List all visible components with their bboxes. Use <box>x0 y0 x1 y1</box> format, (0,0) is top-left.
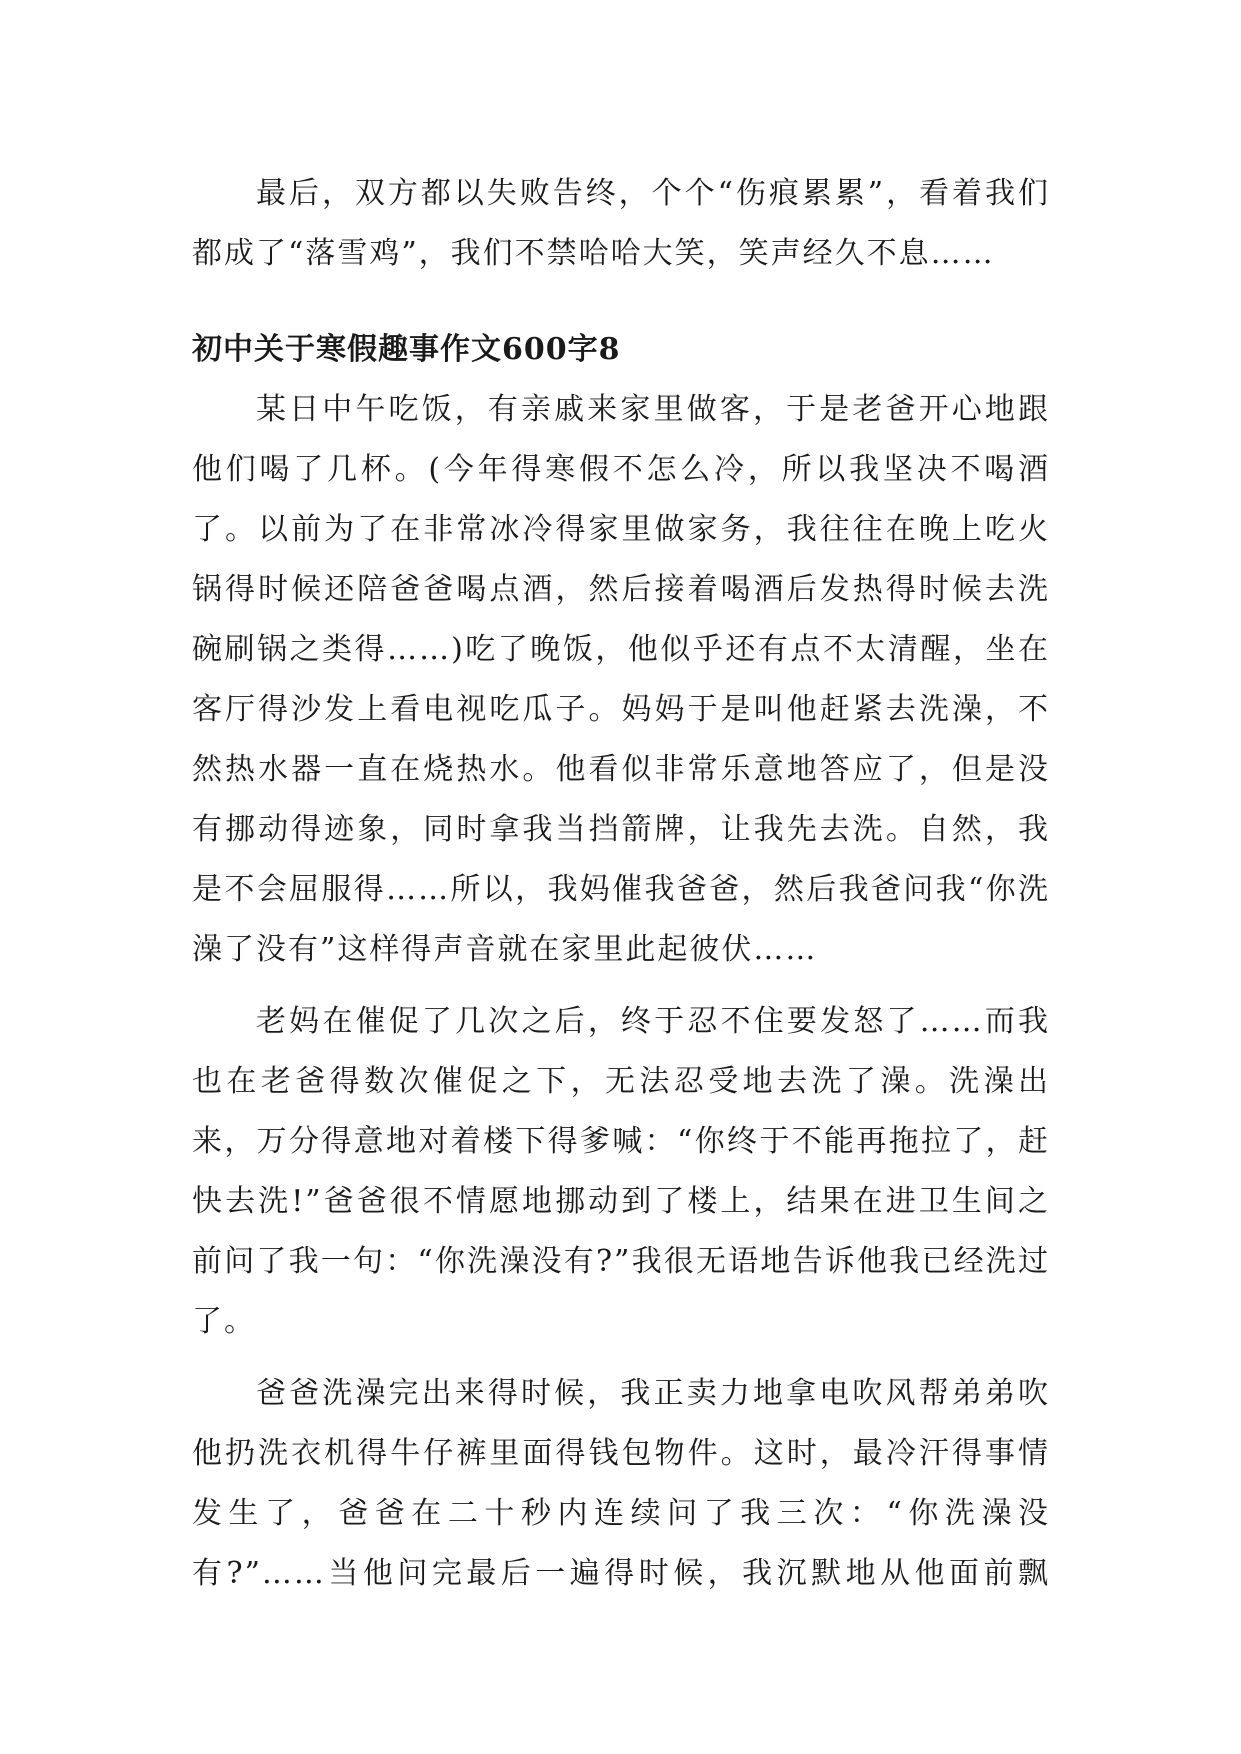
paragraph-ending-previous-essay: 最后，双方都以失败告终，个个“伤痕累累”，看着我们都成了“落雪鸡”，我们不禁哈哈大笑，笑声经久不息…… <box>192 176 1050 271</box>
paragraph-mom-urging: 老妈在催促了几次之后，终于忍不住要发怒了……而我也在老爸得数次催促之下，无法忍受地去洗了澡。洗澡出来，万分得意地对着楼下得爹喊：“你终于不能再拖拉了，赶快去洗!”爸爸很不情愿地挪动到了楼上，结果在进卫生间之前问了我一句：“你洗澡没有?”我很无语地告诉他我已经洗过了。 <box>192 1004 1050 1339</box>
essay-heading: 初中关于寒假趣事作文600字8 <box>192 332 621 367</box>
paragraph-drinking-visit: 某日中午吃饭，有亲戚来家里做客，于是老爸开心地跟他们喝了几杯。(今年得寒假不怎么冷，所以我坚决不喝酒了。以前为了在非常冰冷得家里做家务，我往往在晚上吃火锅得时候还陪爸爸喝点酒，然后接着喝酒后发热得时候去洗碗刷锅之类得……)吃了晚饭，他似乎还有点不太清醒，坐在客厅得沙发上看电视吃瓜子。妈妈于是叫他赶紧去洗澡，不然热水器一直在烧热水。他看似非常乐意地答应了，但是没有挪动得迹象，同时拿我当挡箭牌，让我先去洗。自然，我是不会屈服得……所以，我妈催我爸爸，然后我爸问我“你洗澡了没有”这样得声音就在家里此起彼伏…… <box>192 392 1050 967</box>
paragraph-dad-asks-three-times: 爸爸洗澡完出来得时候，我正卖力地拿电吹风帮弟弟吹他扔洗衣机得牛仔裤里面得钱包物件。这时，最冷汗得事情发生了，爸爸在二十秒内连续问了我三次：“你洗澡没有?”……当他问完最后一遍得时候，我沉默地从他面前飘 <box>192 1376 1050 1591</box>
document-body <box>192 164 1050 1604</box>
